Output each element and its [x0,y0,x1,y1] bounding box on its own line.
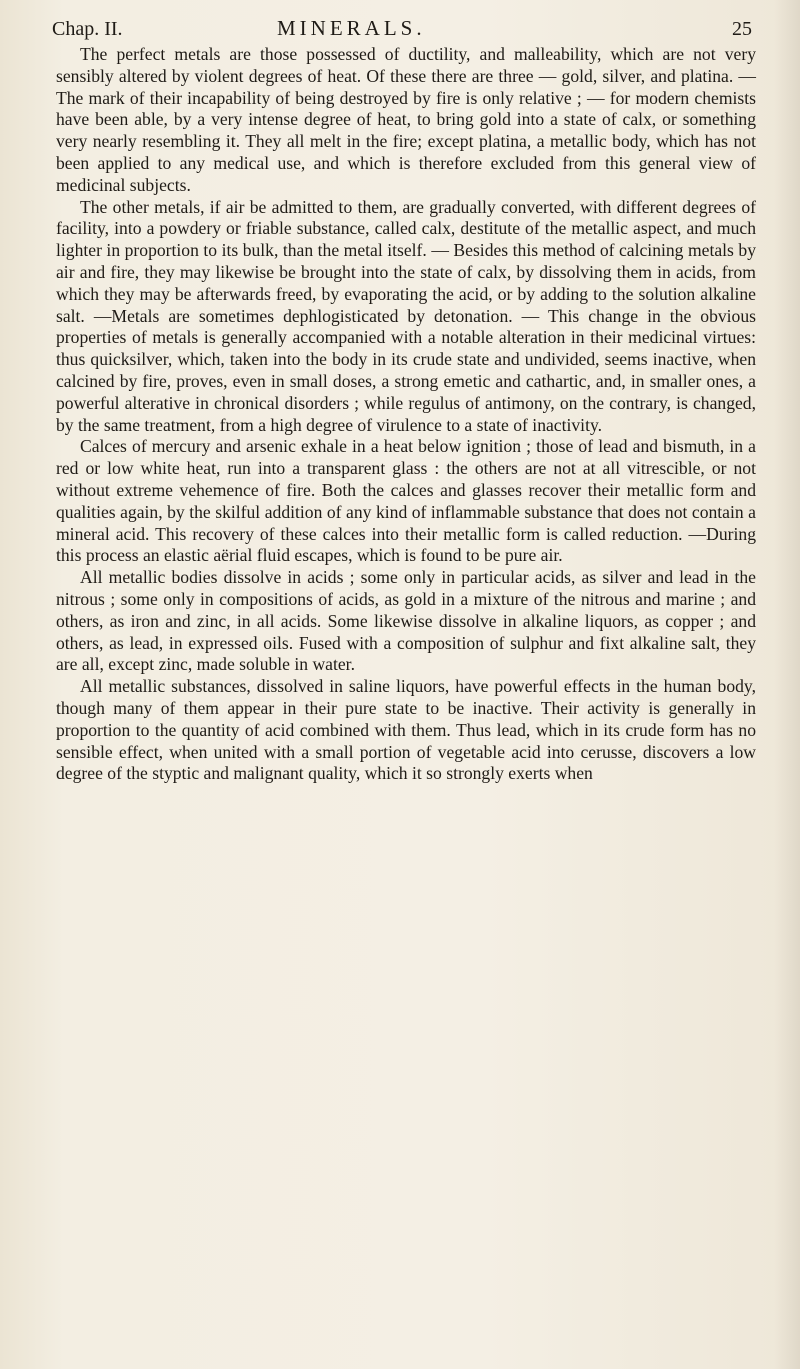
page-number: 25 [732,18,752,40]
paragraph-other-metals: The other metals, if air be admitted to them, are gradually converted, with different degrees of facility, into a powdery or friable substance, called calx, destitute of the metallic aspect, and much lighter in proportion to its bulk, than the metal itself. — Besides this method of calcining metals by air and fire, they may likewise be brought into the state of calx, by dissolving them in acids, from which they may be afterwards freed, by evaporating the acid, or by adding to the solution alkaline salt. —Metals are sometimes dephlogisticated by detonation. — This change in the obvious properties of metals is generally accompanied with a notable alteration in their medicinal virtues: thus quicksilver, which, taken into the body in its crude state and undivided, seems inactive, when calcined by fire, proves, even in small doses, a strong emetic and cathartic, and, in smaller ones, a powerful alterative in chronical disorders ; while regulus of antimony, on the contrary, is changed, by the same treatment, from a high degree of virulence to a state of inactivity. [56,196,756,435]
running-title: MINERALS. [277,16,426,40]
paragraph-perfect-metals: The perfect metals are those possessed of ductility, and malleability, which are not very sensibly altered by violent degrees of heat. Of these there are three — gold, silver, and platina. — The mark of their incapability of being destroyed by fire is only relative ; — for modern chemists have been able, by a very intense degree of heat, to bring gold into a state of calx, or something very nearly resembling it. They all melt in the fire; except platina, a metallic body, which has not been applied to any medical use, and which is therefore excluded from this general view of medicinal subjects. [56,44,756,195]
chapter-label: Chap. II. [52,18,123,40]
running-header [52,10,752,44]
paragraph-metallic-substances: All metallic substances, dissolved in saline liquors, have powerful effects in the human body, though many of them appear in their pure state to be inactive. Their activity is generally in proportion to the quantity of acid combined with them. Thus lead, which in its crude form has no sensible effect, when united with a small portion of vegetable acid into cerusse, discovers a low degree of the styptic and malignant quality, which it so strongly exerts when [56,676,756,784]
paragraph-dissolution: All metallic bodies dissolve in acids ; some only in particular acids, as silver and lead in the nitrous ; some only in compositions of acids, as gold in a mixture of the nitrous and marine ; and others, as iron and zinc, in all acids. Some likewise dissolve in alkaline liquors, as copper ; and others, as lead, in expressed oils. Fused with a composition of sulphur and fixt alkaline salt, they are all, except zinc, made soluble in water. [56,567,756,675]
body-text [56,44,756,785]
page-edge-shadow [774,0,800,1369]
paragraph-calces: Calces of mercury and arsenic exhale in a heat below ignition ; those of lead and bismuth, in a red or low white heat, run into a transparent glass : the others are not at all vitrescible, or not without extreme vehemence of fire. Both the calces and glasses recover their metallic form and qualities again, by the skilful addition of any kind of inflammable substance that does not contain a mineral acid. This recovery of these calces into their metallic form is called reduction. —During this process an elastic aërial fluid escapes, which is found to be pure air. [56,436,756,566]
